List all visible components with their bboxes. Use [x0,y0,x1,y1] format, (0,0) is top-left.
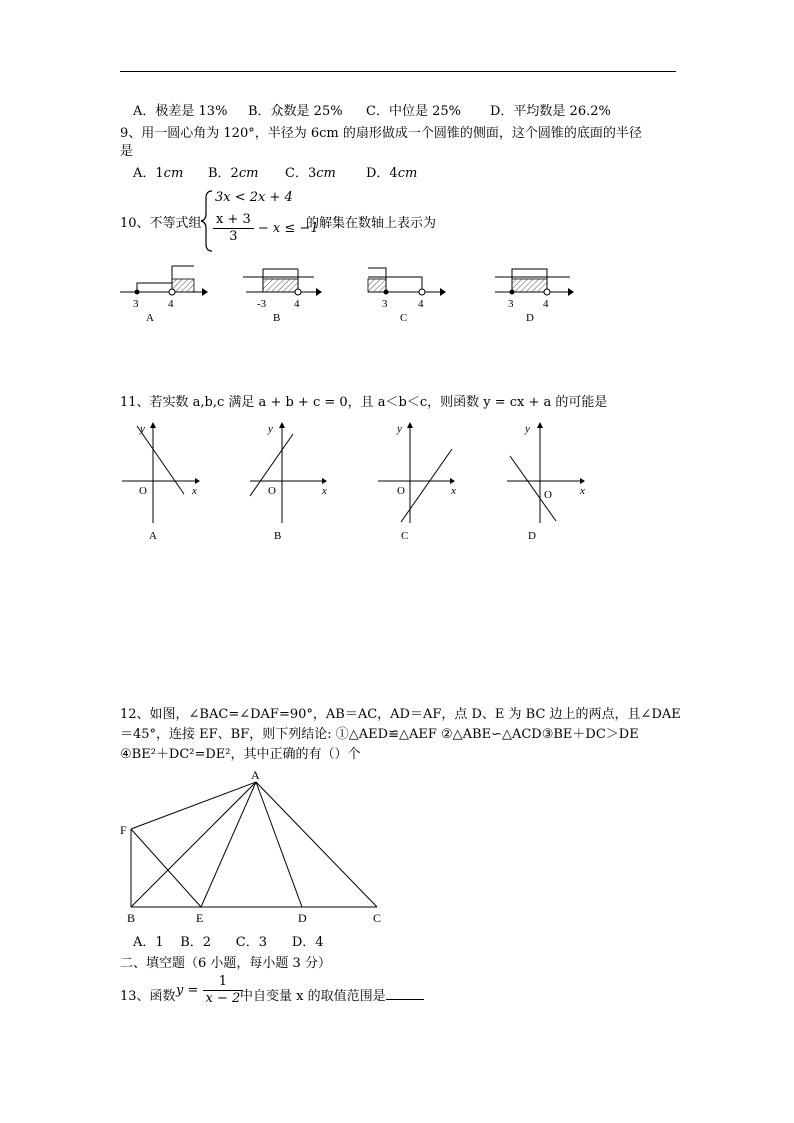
q12-point-e: E [196,911,204,925]
q9-option-a: A．1cm [133,166,184,181]
q12-stem-line1: 12、如图，∠BAC=∠DAF=90°，AB＝AC，AD＝AF，点 D、E 为 BC 边上的两点，且∠DAE [120,707,681,722]
q10-a-tick-2: 4 [168,298,174,310]
q11-choice-c [378,422,456,542]
q10-choice-b [243,269,322,324]
q10-c-tick-1: 3 [382,298,388,310]
q12-point-d: D [298,911,307,925]
q11-d-x: x [580,485,585,497]
header-rule [120,71,676,72]
q11-choice-a [122,422,200,542]
q10-d-tick-2: 4 [543,298,549,310]
q10-choice-a [120,266,208,324]
q11-c-origin: O [397,485,405,497]
q12-point-c: C [373,911,382,925]
q8-option-d: D．平均数是 26.2% [490,104,611,119]
q13-answer-blank[interactable] [386,987,424,1000]
q9-stem-line1: 9、用一圆心角为 120°，半径为 6cm 的扇形做成一个圆锥的侧面，这个圆锥的底面的半径 [120,126,642,141]
q10-fraction [213,212,254,245]
q10-a-label: A [146,312,154,324]
q9-option-c: C．3cm [285,166,336,181]
q10-b-tick-2: 4 [294,298,300,310]
q11-b-label: B [274,530,282,542]
q11-graphs [110,418,600,548]
q11-a-y: y [140,423,145,435]
q10-b-tick-1: -3 [257,298,267,310]
q13-fraction-num: 1 [203,974,244,991]
q13-prefix: 13、函数 [120,989,176,1004]
q11-choice-d [507,422,585,542]
q11-stem: 11、若实数 a,b,c 满足 a + b + c = 0，且 a＜b＜c，则函数 y = cx + a 的可能是 [120,395,608,410]
q12-options: A．1 B．2 C．3 D．4 [133,935,324,950]
q8-option-b: B．众数是 25% [248,104,343,119]
q13-formula [176,974,243,1007]
q11-b-y: y [268,423,273,435]
q10-number-lines [110,255,590,325]
q10-c-label: C [400,312,408,324]
q13-fraction [203,974,244,1007]
q12-stem-line3: ④BE²＋DC²=DE²，其中正确的有（）个 [120,747,361,762]
q10-choice-c [368,268,446,324]
q10-suffix: 的解集在数轴上表示为 [306,216,437,231]
q11-d-y: y [525,423,530,435]
q10-d-label: D [526,312,534,324]
q11-d-origin: O [544,489,552,501]
q12-stem-line2: ＝45°，连接 EF、BF，则下列结论: ①△AED≌△AEF ②△ABE∽△ACD③BE＋DC＞DE [120,727,639,742]
q12-point-f: F [120,823,127,837]
q9-option-b: B．2cm [208,166,259,181]
q10-prefix: 10、不等式组 [120,216,202,231]
q11-b-origin: O [268,485,276,497]
q11-d-label: D [528,530,536,542]
q12-point-b: B [127,911,136,925]
q10-inequality-2-rest: − x ≤ −1 [257,221,319,236]
q12-figure [115,764,395,929]
q10-c-tick-2: 4 [418,298,424,310]
q11-choice-b [250,422,327,542]
q8-option-c: C．中位是 25% [366,104,461,119]
q13-y-eq: y = [176,983,199,998]
q12-point-a: A [251,768,260,782]
q10-brace [200,190,214,252]
q10-d-tick-1: 3 [508,298,514,310]
q11-c-label: C [401,530,409,542]
q9-option-d: D．4cm [366,166,418,181]
q10-b-label: B [273,312,281,324]
section-2-heading: 二、填空题（6 小题，每小题 3 分） [120,956,331,971]
q13-suffix: 中自变量 x 的取值范围是 [240,985,424,1004]
q11-a-label: A [149,530,157,542]
q10-inequality-1: 3x < 2x + 4 [215,190,293,205]
q10-choice-d [495,269,574,324]
q11-a-origin: O [139,485,147,497]
q10-inequality-2 [213,212,319,245]
q11-c-x: x [451,485,456,497]
q10-a-tick-1: 3 [133,298,139,310]
q8-option-a: A．极差是 13% [133,104,228,119]
q10-fraction-num: x + 3 [213,212,254,229]
q13-fraction-den: x − 2 [205,991,241,1006]
q10-fraction-den: 3 [229,229,238,244]
q11-a-x: x [192,485,197,497]
q9-stem-line2: 是 [120,144,134,159]
q11-c-y: y [397,423,402,435]
q11-b-x: x [322,485,327,497]
